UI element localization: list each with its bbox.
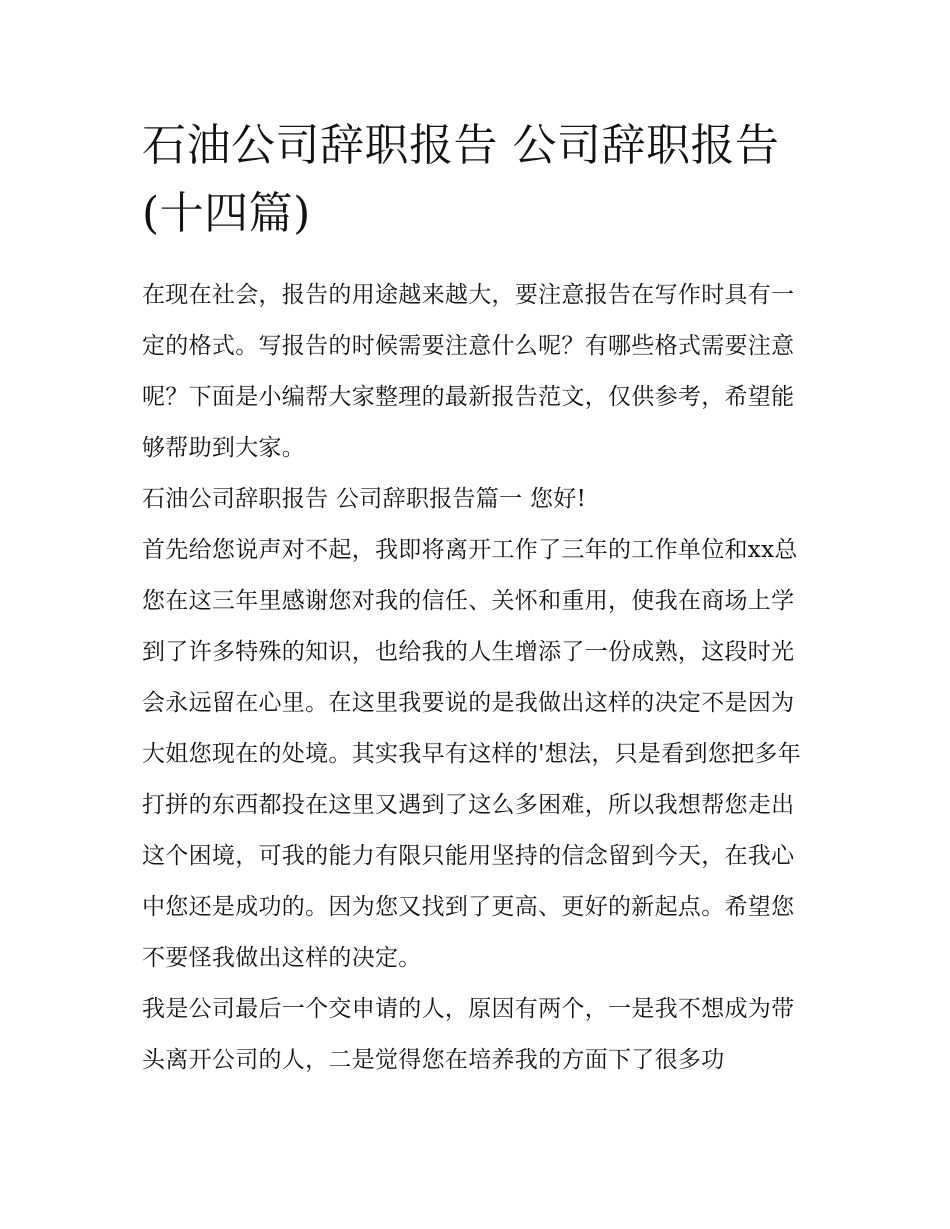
document-title: 石油公司辞职报告 公司辞职报告(十四篇): [142, 120, 780, 239]
paragraph-apology: 首先给您说声对不起，我即将离开工作了三年的工作单位和xx总您在这三年里感谢您对我的信任、关怀和重用，使我在商场上学到了许多特殊的知识，也给我的人生增添了一份成熟，这段时光会永远留在心里。在这里我要说的是我做出这样的决定不是因为大姐您现在的处境。其实我早有这样的'想法，只是看到您把多年打拼的东西都投在这里又遇到了这么多困难，所以我想帮您走出这个困境，可我的能力有限只能用坚持的信念留到今天，在我心中您还是成功的。因为您又找到了更高、更好的新起点。希望您不要怪我做出这样的决定。: [142, 537, 802, 971]
paragraph-reasons: 我是公司最后一个交申请的人，原因有两个，一是我不想成为带头离开公司的人，二是觉得您在培养我的方面下了很多功: [142, 996, 795, 1073]
document-body: [142, 270, 814, 1086]
paragraph-heading-greeting: 石油公司辞职报告 公司辞职报告篇一 您好!: [142, 486, 587, 512]
document-content: [142, 112, 814, 1086]
paragraph-intro: 在现在社会，报告的用途越来越大，要注意报告在写作时具有一定的格式。写报告的时候需要注意什么呢？有哪些格式需要注意呢？下面是小编帮大家整理的最新报告范文，仅供参考，希望能够帮助到大家。: [142, 282, 795, 461]
